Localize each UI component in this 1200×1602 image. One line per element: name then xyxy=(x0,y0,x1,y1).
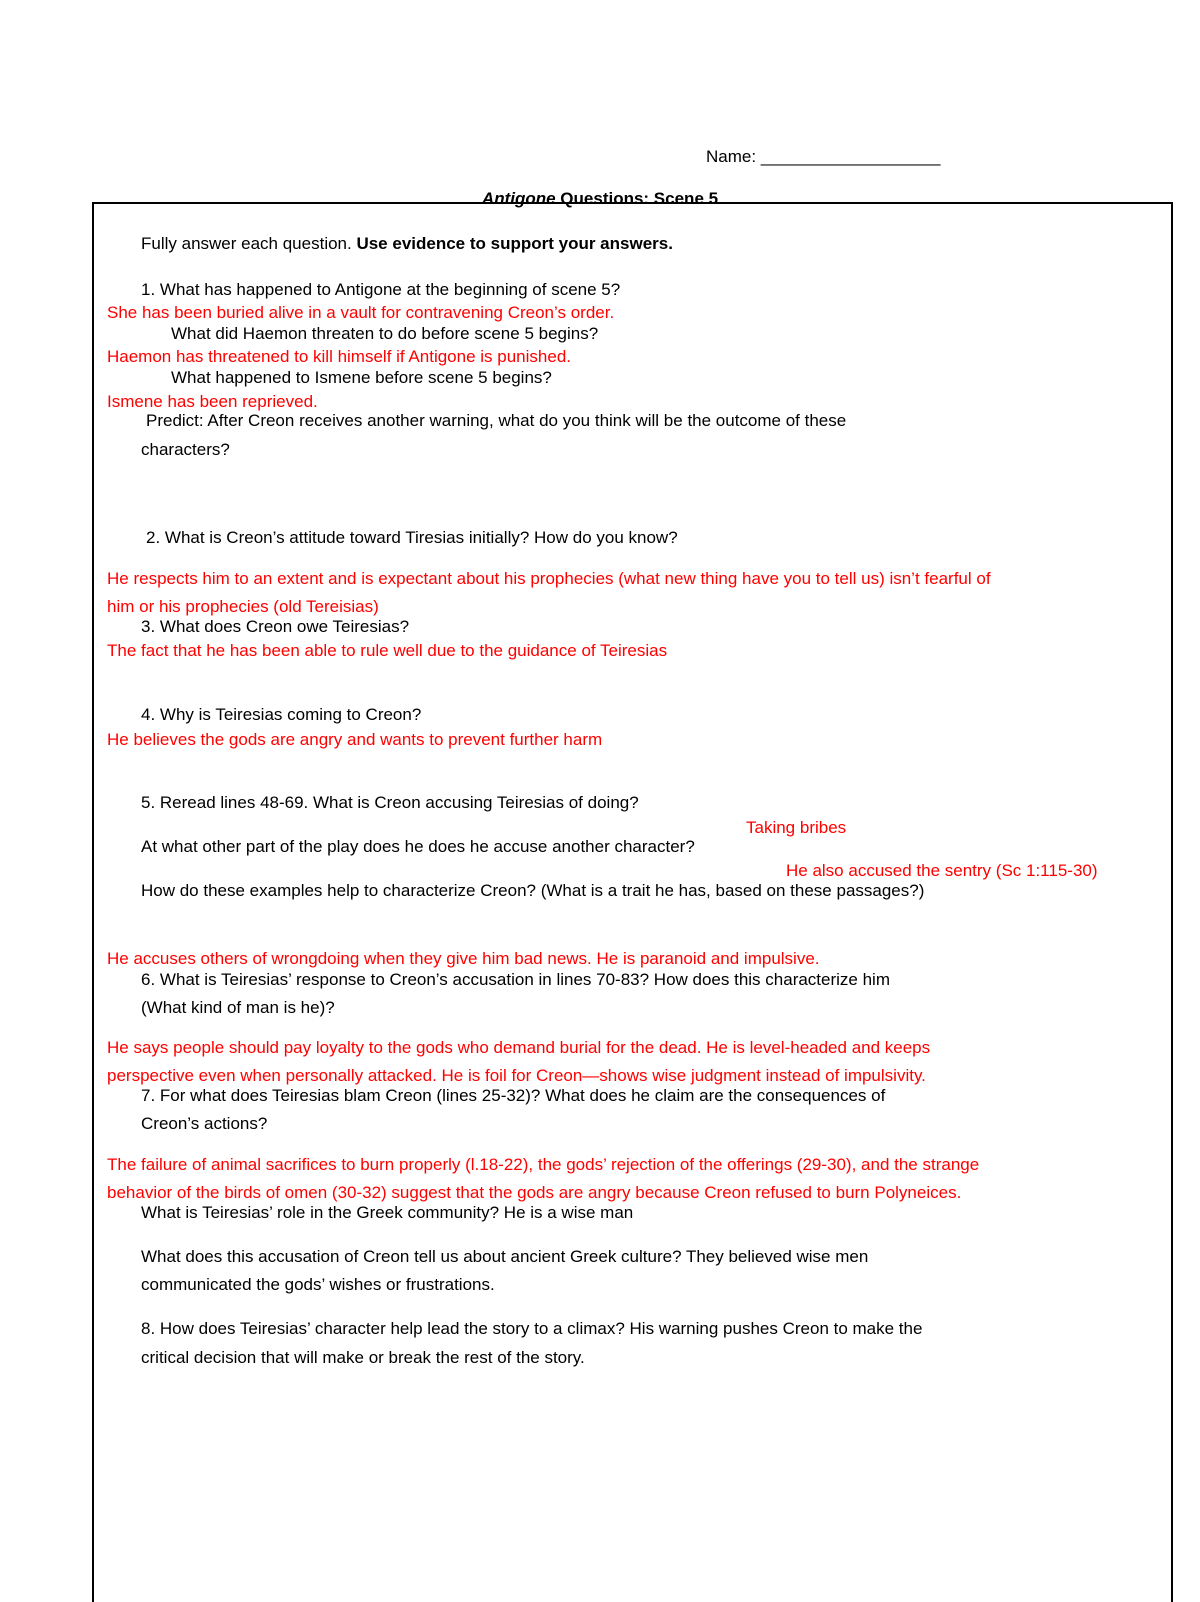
question-8-line2: critical decision that will make or break the rest of the story. xyxy=(141,1348,585,1367)
question-1d-line2: characters? xyxy=(141,440,230,459)
name-label: Name: xyxy=(706,147,757,166)
question-5c: How do these examples help to characterize Creon? (What is a trait he has, based on these passages?) xyxy=(141,881,925,900)
answer-3: The fact that he has been able to rule well due to the guidance of Teiresias xyxy=(107,641,668,660)
question-1b: What did Haemon threaten to do before scene 5 begins? xyxy=(171,324,599,343)
answer-1: She has been buried alive in a vault for contravening Creon’s order. xyxy=(107,303,615,322)
title-rest: Questions: Scene 5 xyxy=(555,189,719,208)
answer-2-line2: him or his prophecies (old Tereisias) xyxy=(107,597,379,616)
answer-5: Taking bribes xyxy=(746,818,847,837)
answer-1c: Ismene has been reprieved. xyxy=(107,392,318,411)
answer-7-line2: behavior of the birds of omen (30-32) suggest that the gods are angry because Creon refused to burn Polyneices. xyxy=(107,1183,962,1202)
answer-5b: He also accused the sentry (Sc 1:115-30) xyxy=(786,861,1098,880)
answer-2-line1: He respects him to an extent and is expectant about his prophecies (what new thing have you to tell us) isn’t fearful of xyxy=(107,569,991,588)
instructions-plain: Fully answer each question. xyxy=(141,234,357,253)
question-8-line1: 8. How does Teiresias’ character help lead the story to a climax? His warning pushes Creon to make the xyxy=(141,1319,923,1338)
question-7-line1: 7. For what does Teiresias blam Creon (lines 25-32)? What does he claim are the consequences of xyxy=(141,1086,886,1105)
title-work: Antigone xyxy=(481,189,556,208)
question-1c: What happened to Ismene before scene 5 begins? xyxy=(171,368,552,387)
question-6-line2: (What kind of man is he)? xyxy=(141,998,335,1017)
question-7c-line1: What does this accusation of Creon tell us about ancient Greek culture? They believed wise men xyxy=(141,1247,869,1266)
question-5: 5. Reread lines 48-69. What is Creon accusing Teiresias of doing? xyxy=(141,793,639,812)
question-7b: What is Teiresias’ role in the Greek community? He is a wise man xyxy=(141,1203,634,1222)
name-blank: ___________________ xyxy=(760,147,941,166)
instructions xyxy=(141,233,673,255)
answer-6-line2: perspective even when personally attacked. He is foil for Creon—shows wise judgment instead of impulsivity. xyxy=(107,1066,926,1085)
answer-6-line1: He says people should pay loyalty to the gods who demand burial for the dead. He is level-headed and keeps xyxy=(107,1038,931,1057)
answer-1b: Haemon has threatened to kill himself if Antigone is punished. xyxy=(107,347,571,366)
question-1: 1. What has happened to Antigone at the beginning of scene 5? xyxy=(141,280,621,299)
question-2: 2. What is Creon’s attitude toward Tiresias initially? How do you know? xyxy=(146,528,678,547)
question-3: 3. What does Creon owe Teiresias? xyxy=(141,617,410,636)
instructions-bold: Use evidence to support your answers. xyxy=(356,234,673,253)
question-1d-line1: Predict: After Creon receives another warning, what do you think will be the outcome of these xyxy=(146,411,847,430)
answer-4: He believes the gods are angry and wants to prevent further harm xyxy=(107,730,603,749)
answer-7-line1: The failure of animal sacrifices to burn properly (l.18-22), the gods’ rejection of the offerings (29-30), and the strange xyxy=(107,1155,980,1174)
question-4: 4. Why is Teiresias coming to Creon? xyxy=(141,705,422,724)
answer-5c: He accuses others of wrongdoing when they give him bad news. He is paranoid and impulsive. xyxy=(107,949,820,968)
question-7c-line2: communicated the gods’ wishes or frustrations. xyxy=(141,1275,495,1294)
question-6-line1: 6. What is Teiresias’ response to Creon’s accusation in lines 70-83? How does this characterize him xyxy=(141,970,890,989)
question-5b: At what other part of the play does he does he accuse another character? xyxy=(141,837,695,856)
question-7-line2: Creon’s actions? xyxy=(141,1114,268,1133)
name-line xyxy=(706,146,940,168)
